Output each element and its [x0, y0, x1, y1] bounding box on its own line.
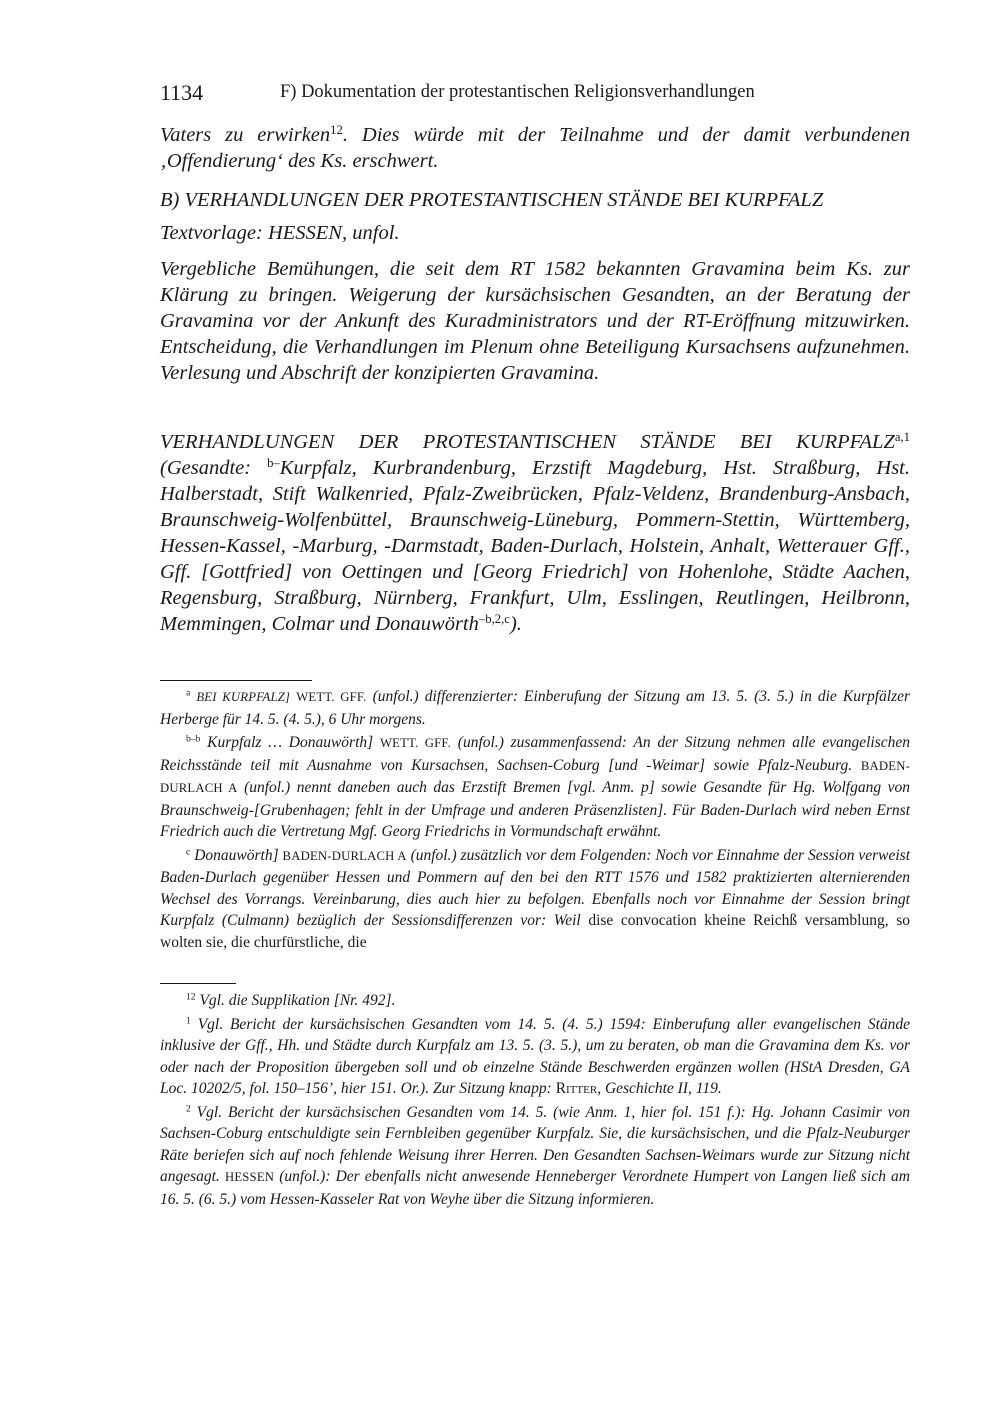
session-title: VERHANDLUNGEN DER PROTESTANTISCHEN STÄNDE BEI KURPFALZ	[160, 431, 895, 453]
section-summary: Vergebliche Bemühungen, die seit dem RT 1582 bekannten Gravamina beim Ks. zur Klärung zu bringen. Weigerung der kursächsischen Gesandten, an der Beratung der Gravamina vor der Ankunft des Kuradministrators und der RT-Eröffnung mitzuwirken. Entscheidung, die Verhandlungen im Plenum ohne Beteiligung Kursachsens aufzunehmen. Verlesung und Abschrift der konzipierten Gravamina.	[160, 258, 910, 384]
section-b-heading	[160, 187, 910, 213]
textual-notes	[160, 686, 910, 955]
gesandte-list: Kurpfalz, Kurbrandenburg, Erzstift Magdeburg, Hst. Straßburg, Hst. Halberstadt, Stift Walkenried, Pfalz-Zweibrücken, Pfalz-Veldenz, Brandenburg-Ansbach, Braunschweig-Wolfenbüttel, Braunschweig-Lüneburg, Pommern-Stettin, Württemberg, Hessen-Kassel, -Marburg, -Darmstadt, Baden-Durlach, Holstein, Anhalt, Wetterauer Gff., Gff. [Gottfried] von Oettingen und [Georg Friedrich] von Hohenlohe, Städte Aachen, Regensburg, Straßburg, Nürnberg, Frankfurt, Ulm, Esslingen, Reutlingen, Heilbronn, Memmingen, Colmar und Donauwörth	[160, 457, 910, 635]
note-ref-b-start[interactable]: b–	[267, 456, 280, 471]
section-b-block	[160, 220, 910, 386]
running-title: F) Dokumentation der protestantischen Religionsverhandlungen	[280, 82, 755, 102]
textual-note-c: $^c$ Donauwörth] BADEN-DURLACH A (unfol.) zusätzlich vor dem Folgenden: Noch vor Einnahme der Session verweist Baden-Durlach gegenüber Hessen und Pommern auf den bei den RTT 1576 und 1582 praktizierten alternierenden Wechsel des Vorrangs. Vereinbarung, dies auch hier zu befolgen. Ebenfalls noch vor Einnahme der Session bringt Kurpfalz (Culmann) bezüglich der Sessionsdifferenzen vor: Weil dise convocation kheine Reichß versamblung, so wolten sie, die churfürstliche, die	[160, 846, 911, 951]
textual-notes-rule	[160, 680, 312, 681]
footnotes-rule	[160, 983, 236, 984]
footnotes	[160, 990, 910, 1212]
textual-note-a: $^a$ BEI KURPFALZ] WETT. GFF. (unfol.) differenzierter: Einberufung der Sitzung am 13. 5. (3. 5.) in die Kurpfälzer Herberge für 14. 5. (4. 5.), 6 Uhr morgens.	[160, 687, 911, 728]
note-ref-b-2-c[interactable]: –b,2,c	[478, 612, 510, 627]
session-heading	[160, 429, 910, 637]
textvorlage: Textvorlage: HESSEN, unfol.	[160, 222, 400, 244]
section-heading: B) VERHANDLUNGEN DER PROTESTANTISCHEN STÄNDE BEI KURPFALZ	[160, 189, 824, 211]
textual-note-b: $^{b-b}$ Kurpfalz … Donauwörth] WETT. GFF. (unfol.) zusammenfassend: An der Sitzung nehmen alle evangelischen Reichsstände teil mit Ausnahme von Kursachsen, Sachsen-Coburg [und -Weimar] sowie Pfalz-Neuburg. BADEN-DURLACH A (unfol.) nennt daneben auch das Erzstift Bremen [vgl. Anm. p] sowie Gesandte für Hg. Wolfgang von Braunschweig-[Grubenhagen; fehlt in der Umfrage und anderen Präsenzlisten]. Für Baden-Durlach wird neben Ernst Friedrich auch die Vertretung Mgf. Georg Friedrichs in Vormundschaft erwähnt.	[160, 733, 911, 840]
gesandte-label: (Gesandte:	[160, 457, 268, 479]
footnote-1: $^1$ Vgl. Bericht der kursächsischen Gesandten vom 14. 5. (4. 5.) 1594: Einberufung aller evangelischen Stände inklusive der Gff., Hh. und Städte durch Kurpfalz am 13. 5. (3. 5.), um zu beraten, ob man die Gravamina dem Ks. vor oder nach der Proposition übergeben soll und ob einzelne Stände Beschwerden ergänzen wollen (HStA Dresden, GA Loc. 10202/5, fol. 150–156’, hier 151. Or.). Zur Sitzung knapp: Ritter, Geschichte II, 119.	[160, 1015, 911, 1097]
footnote-2: $^2$ Vgl. Bericht der kursächsischen Gesandten vom 14. 5. (wie Anm. 1, hier fol. 151 f.): Hg. Johann Casimir von Sachsen-Coburg entschuldigte sein Fernbleiben gegenüber Kurpfalz. Sie, die kursächsischen, und die Pfalz-Neuburger Räte beriefen sich auf noch fehlende Weisung ihrer Herren. Den Gesandten Sachsen-Weimars wurde zur Sitzung nicht angesagt. HESSEN (unfol.): Der ebenfalls nicht anwesende Henneberger Verordnete Humpert von Langen ließ sich am 16. 5. (6. 5.) vom Hessen-Kasseler Rat von Weyhe über die Sitzung informieren.	[160, 1103, 910, 1208]
intro-text-cont: . Dies würde mit der Teilnahme und der damit verbundenen ‚Offendierung‘ des Ks. erschwert.	[160, 124, 910, 172]
footnote-ref-12[interactable]: 12	[330, 123, 343, 138]
page-number: 1134	[160, 80, 204, 105]
intro-text: Vaters zu erwirken	[160, 124, 331, 146]
footnote-12: $^{12}$ Vgl. die Supplikation [Nr. 492].	[186, 991, 396, 1009]
note-ref-a-1[interactable]: a,1	[894, 430, 910, 445]
gesandte-close: ).	[509, 613, 522, 635]
intro-paragraph	[160, 122, 910, 174]
